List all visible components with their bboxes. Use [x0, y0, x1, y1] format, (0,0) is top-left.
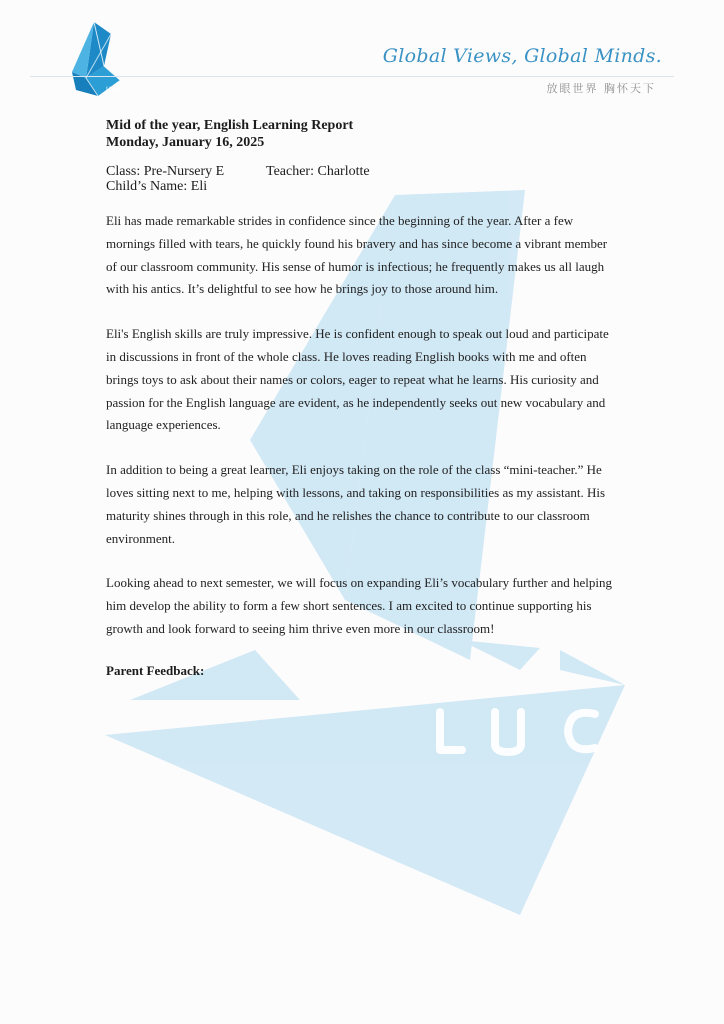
header-divider — [30, 76, 674, 77]
report-content — [106, 117, 618, 679]
luc-logo — [66, 20, 126, 100]
report-meta — [106, 164, 618, 194]
teacher-label: Teacher: Charlotte — [266, 164, 370, 179]
paragraph-next-semester: Looking ahead to next semester, we will focus on expanding Eli’s vocabulary further and helping him develop the ability to form a few short sentences. I am excited to continue supporting his growth and look forward to seeing him thrive even more in our classroom! — [106, 575, 612, 636]
child-name-label: Child’s Name: Eli — [106, 179, 208, 194]
paragraph-english-skills: Eli's English skills are truly impressive. He is confident enough to speak out loud and participate in discussions in front of the whole class. He loves reading English books with me and often brings toys to ask about their names or colors, eager to repeat what he learns. His curiosity and passion for the English language are evident, as he independently seeks out new vocabulary and language experiences. — [106, 326, 609, 433]
meta-row — [106, 164, 618, 179]
slogan-chinese: 放眼世界 胸怀天下 — [546, 82, 656, 95]
report-title: Mid of the year, English Learning Report — [106, 118, 354, 133]
paragraph-mini-teacher: In addition to being a great learner, Eli enjoys taking on the role of the class “mini-teacher.” He loves sitting next to me, helping with lessons, and taking on responsibilities as my assistant. His maturity shines through in this role, and he relishes the chance to contribute to our classroom environment. — [106, 462, 606, 546]
slogan: Global Views, Global Minds. — [382, 45, 662, 67]
parent-feedback-label: Parent Feedback: — [106, 662, 205, 678]
report-date: Monday, January 16, 2025 — [106, 135, 265, 150]
logo-text: LUC — [106, 86, 118, 93]
paragraph-confidence: Eli has made remarkable strides in confidence since the beginning of the year. After a few mornings filled with tears, he quickly found his bravery and has since become a vibrant member of our classroom community. His sense of humor is infectious; he frequently makes us all laugh with his antics. It’s delightful to see how he brings joy to those around him. — [106, 213, 608, 297]
class-label: Class: Pre-Nursery E — [106, 164, 225, 179]
